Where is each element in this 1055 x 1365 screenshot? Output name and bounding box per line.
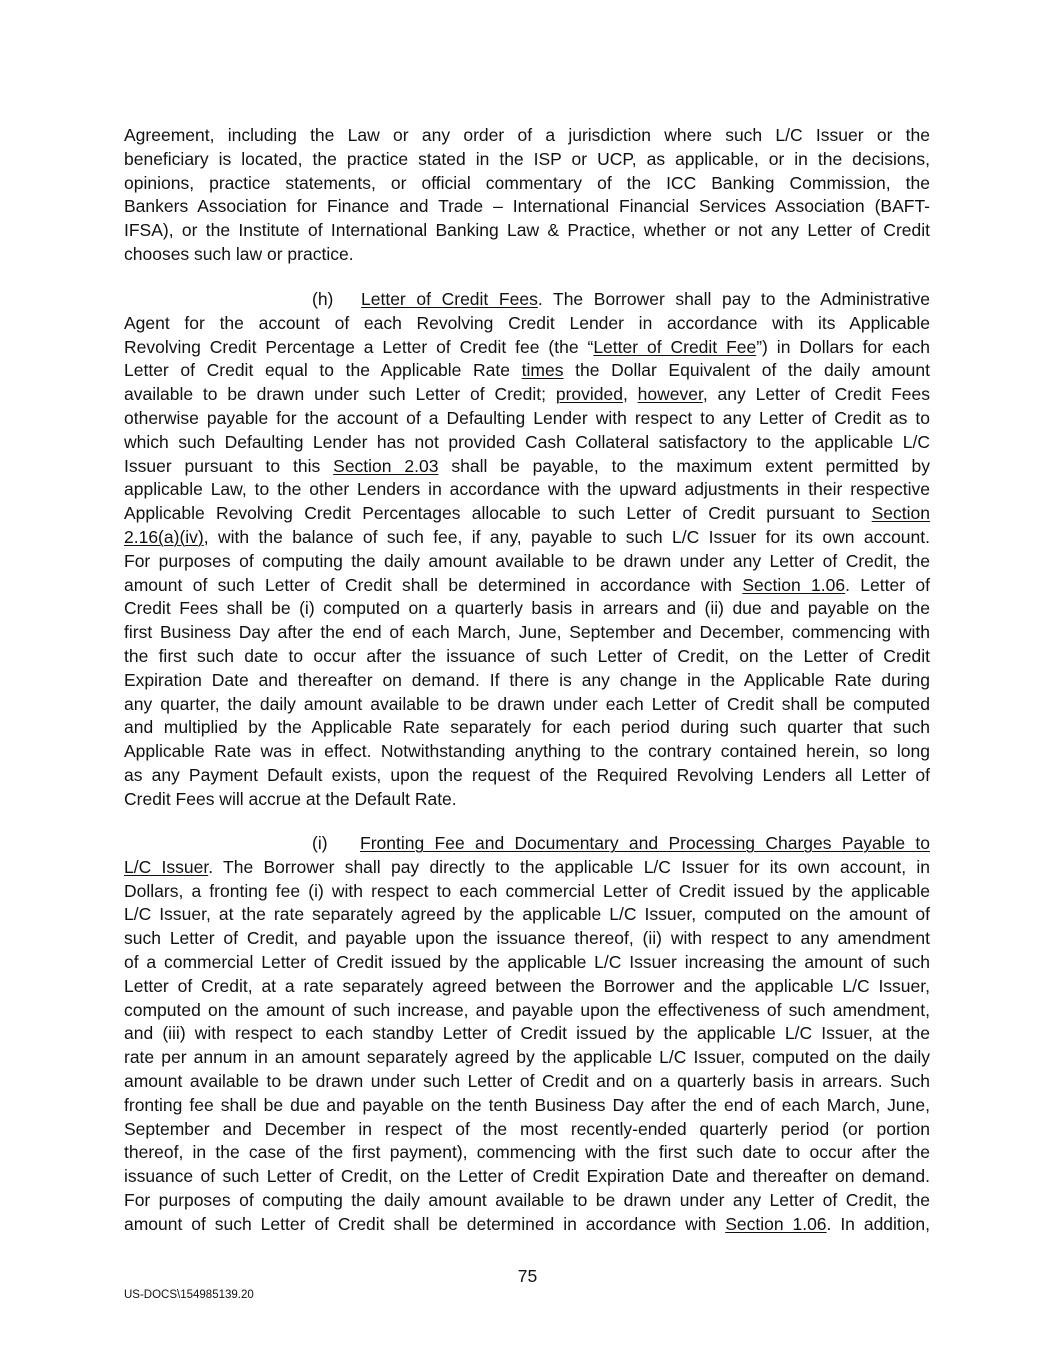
text-run: as any Payment Default exists, upon the request of the Required Revolving Lenders all Letter of [124,764,930,785]
text-run: the Dollar Equivalent of the daily amount [563,360,930,381]
text-line [124,975,930,999]
subsection-i-fronting-fee [124,832,930,1237]
text-run: any quarter, the daily amount available to be drawn under each Letter of Credit shall be computed [124,693,930,714]
text-run: such Letter of Credit, and payable upon the issuance thereof, (ii) with respect to any amendment [124,928,930,949]
text-run: Applicable Rate was in effect. Notwithstanding anything to the contrary contained herein, so long [124,741,930,762]
text-run: , with the balance of such fee, if any, payable to such L/C Issuer for its own account. [203,526,930,547]
text-line [124,455,930,479]
text-line [124,312,930,336]
text-line [124,336,930,360]
text-line [124,124,930,148]
text-line [124,526,930,550]
text-run: IFSA), or the Institute of International Banking Law & Practice, whether or not any Letter of Credit [124,220,930,241]
text-run: For purposes of computing the daily amount available to be drawn under any Letter of Credit, the [124,1189,930,1210]
text-line [124,1046,930,1070]
text-run: Applicable Revolving Credit Percentages allocable to such Letter of Credit pursuant to [124,503,872,524]
text-line [124,478,930,502]
text-run: thereof, in the case of the first payment), commencing with the first such date to occur after the [124,1142,930,1163]
underlined-term: Letter of Credit Fee [593,336,757,357]
text-run: Letter of Credit equal to the Applicable Rate [124,360,522,381]
text-run: opinions, practice statements, or official commentary of the ICC Banking Commission, the [124,172,930,193]
text-run: Bankers Association for Finance and Trade – International Financial Services Association (BAFT- [124,196,930,217]
text-run: Agent for the account of each Revolving Credit Lender in accordance with its Applicable [124,312,930,333]
text-line [124,621,930,645]
text-line [124,693,930,717]
text-line [124,172,930,196]
text-line [124,1141,930,1165]
text-run: which such Defaulting Lender has not provided Cash Collateral satisfactory to the applicable L/C [124,431,930,452]
document-id: US-DOCS\154985139.20 [124,1289,254,1301]
text-line [124,574,930,598]
underlined-term: however [637,384,703,405]
text-run: Credit Fees will accrue at the Default Rate. [124,788,457,809]
text-line [124,1070,930,1094]
text-run: chooses such law or practice. [124,243,354,264]
underlined-term: L/C Issuer [124,856,209,877]
text-line [124,550,930,574]
text-line [124,1165,930,1189]
underlined-term: provided [555,384,623,405]
text-run: applicable Law, to the other Lenders in accordance with the upward adjustments in their respective [124,479,930,500]
underlined-term: Fronting Fee and Documentary and Processing Charges Payable to [360,833,930,853]
text-line [124,1189,930,1213]
text-line [124,764,930,788]
text-run: Letter of Credit, at a rate separately agreed between the Borrower and the applicable L/C Issuer, [124,975,930,996]
text-line [124,856,930,880]
text-line [124,927,930,951]
text-line [124,502,930,526]
text-line [124,219,930,243]
text-line [124,243,930,267]
text-line [124,740,930,764]
text-run: . Letter of [845,574,930,595]
text-run: first Business Day after the end of each March, June, September and December, commencing with [124,622,930,643]
text-line [124,1094,930,1118]
subsection-h-letter-of-credit-fees [124,288,930,812]
text-run: . The Borrower shall pay directly to the applicable L/C Issuer for its own account, in [208,856,930,877]
text-run: ”) in Dollars for each [756,336,930,357]
text-run: amount of such Letter of Credit shall be determined in accordance with [124,574,743,595]
text-line [124,788,930,812]
text-run: available to be drawn under such Letter of Credit; [124,384,556,405]
text-line [124,880,930,904]
text-line [124,383,930,407]
text-line [124,999,930,1023]
text-line [124,951,930,975]
text-run: L/C Issuer, at the rate separately agreed by the applicable L/C Issuer, computed on the amount of [124,904,930,925]
text-run: Issuer pursuant to this [124,455,334,476]
text-run: Credit Fees shall be (i) computed on a quarterly basis in arrears and (ii) due and payable on the [124,598,930,619]
text-run: amount of such Letter of Credit shall be determined in accordance with [124,1213,726,1234]
underlined-term: Section 1.06 [725,1213,827,1234]
text-run: computed on the amount of such increase, and payable upon the effectiveness of such amendment, [124,999,930,1020]
text-line [124,716,930,740]
text-run: rate per annum in an amount separately agreed by the applicable L/C Issuer, computed on the daily [124,1047,930,1068]
text-line [124,288,930,312]
underlined-term: Letter of Credit Fees [361,289,538,309]
text-run: the first such date to occur after the issuance of such Letter of Credit, on the Letter of Credit [124,645,930,666]
text-run: . In addition, [826,1213,930,1234]
text-line [124,903,930,927]
text-run: Dollars, a fronting fee (i) with respect to each commercial Letter of Credit issued by the applicable [124,880,930,901]
text-run: of a commercial Letter of Credit issued by the applicable L/C Issuer increasing the amount of such [124,951,930,972]
text-line [124,148,930,172]
text-run: fronting fee shall be due and payable on the tenth Business Day after the end of each March, June, [124,1094,930,1115]
text-run: and multiplied by the Applicable Rate separately for each period during such quarter that such [124,717,930,738]
text-line [124,669,930,693]
text-line [124,195,930,219]
text-run: beneficiary is located, the practice stated in the ISP or UCP, as applicable, or in the decisions, [124,148,930,169]
text-run: shall be payable, to the maximum extent permitted by [438,455,930,476]
paragraph-continued [124,124,930,267]
text-run: otherwise payable for the account of a Defaulting Lender with respect to any Letter of Credit as to [124,407,930,428]
text-run: issuance of such Letter of Credit, on the Letter of Credit Expiration Date and thereafter on demand. [124,1166,930,1187]
text-run: amount available to be drawn under such Letter of Credit and on a quarterly basis in arrears. Such [124,1070,930,1091]
subsection-label: (i) [312,833,328,853]
underlined-term: times [521,360,564,381]
page-number: 75 [517,1266,538,1286]
text-line [124,1213,930,1237]
text-run: Agreement, including the Law or any order of a jurisdiction where such L/C Issuer or the [124,125,930,145]
text-line [124,645,930,669]
text-run: For purposes of computing the daily amount available to be drawn under any Letter of Credit, the [124,550,930,571]
underlined-term: 2.16(a)(iv) [124,526,204,547]
text-line [124,832,930,856]
underlined-term: Section 1.06 [742,574,846,595]
text-line [124,597,930,621]
text-line [124,431,930,455]
text-run: Expiration Date and thereafter on demand. If there is any change in the Applicable Rate during [124,669,930,690]
text-run: , [622,384,638,405]
subsection-label: (h) [312,289,334,309]
text-line [124,1022,930,1046]
text-run: Revolving Credit Percentage a Letter of Credit fee (the “ [124,336,594,357]
underlined-term: Section 2.03 [333,455,439,476]
text-run: and (iii) with respect to each standby Letter of Credit issued by the applicable L/C Issuer, at the [124,1023,930,1044]
text-run: . The Borrower shall pay to the Administrative [537,289,930,309]
text-line [124,407,930,431]
text-line [124,359,930,383]
text-run: September and December in respect of the most recently-ended quarterly period (or portion [124,1118,930,1139]
text-line [124,1118,930,1142]
underlined-term: Section [871,503,930,524]
text-run: , any Letter of Credit Fees [702,384,930,405]
